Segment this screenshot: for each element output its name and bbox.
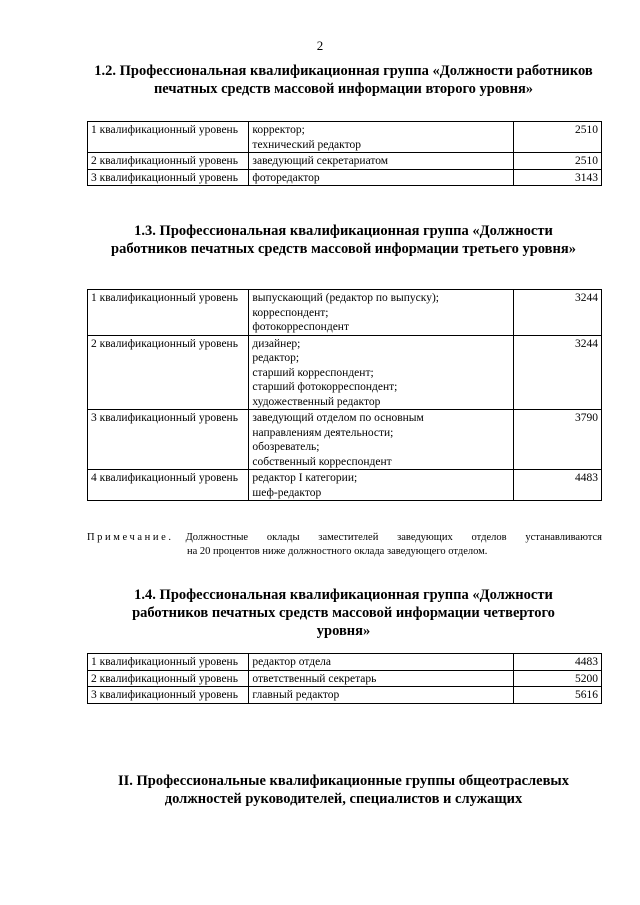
positions-cell xyxy=(249,290,513,336)
salary-note xyxy=(87,531,602,559)
salary-cell: 5616 xyxy=(513,687,601,704)
positions-cell xyxy=(249,335,513,410)
positions-cell xyxy=(249,654,513,671)
position-item: фотокорреспондент xyxy=(252,321,349,333)
position-item: корректор; xyxy=(252,124,305,136)
section-1-2-title: 1.2. Профессиональная квалификационная группа «Должности работников печатных средств массовой информации второго уровня» xyxy=(94,63,593,97)
position-item: редактор; xyxy=(252,352,300,364)
salary-cell: 4483 xyxy=(513,470,601,501)
position-item: выпускающий (редактор по выпуску); xyxy=(252,292,439,304)
note-label: Примечание. xyxy=(87,532,174,543)
position-item: главный редактор xyxy=(252,689,340,701)
section-1-4-title: 1.4. Профессиональная квалификационная группа «Должности работников печатных средств массовой информации четвертого уровня» xyxy=(132,587,555,639)
position-item: редактор отдела xyxy=(252,656,332,668)
qualification-level-cell: 3 квалификационный уровень xyxy=(88,410,249,470)
qualification-level-cell: 2 квалификационный уровень xyxy=(88,670,249,687)
qualification-level-cell: 4 квалификационный уровень xyxy=(88,470,249,501)
qualification-level-cell: 3 квалификационный уровень xyxy=(88,169,249,186)
section-1-2-table xyxy=(87,121,602,186)
positions-cell xyxy=(249,169,513,186)
salary-cell: 3790 xyxy=(513,410,601,470)
positions-cell xyxy=(249,153,513,170)
position-item: технический редактор xyxy=(252,138,361,151)
section-1-3-table xyxy=(87,289,602,501)
qualification-level-cell: 2 квалификационный уровень xyxy=(88,335,249,410)
salary-cell: 2510 xyxy=(513,122,601,153)
position-item: заведующий секретариатом xyxy=(252,155,389,167)
qualification-level-cell: 2 квалификационный уровень xyxy=(88,153,249,170)
table-row xyxy=(88,470,602,501)
positions-cell xyxy=(249,670,513,687)
position-item: старший фотокорреспондент; xyxy=(252,381,398,393)
position-item: ответственный секретарь xyxy=(252,672,377,685)
section-2-title: II. Профессиональные квалификационные группы общеотраслевых должностей руководителей, специалистов и служащих xyxy=(117,773,569,807)
page-number: 2 xyxy=(316,38,324,53)
position-item: направлениям деятельности; xyxy=(252,426,394,439)
salary-cell: 3143 xyxy=(513,169,601,186)
table-row xyxy=(88,670,602,687)
position-item: редактор I категории; xyxy=(252,472,358,484)
positions-cell xyxy=(249,687,513,704)
salary-cell: 2510 xyxy=(513,153,601,170)
note-text-line2: на 20 процентов ниже должностного оклада заведующего отделом. xyxy=(187,546,488,557)
salary-cell: 3244 xyxy=(513,335,601,410)
table-row xyxy=(88,654,602,671)
qualification-level-cell: 3 квалификационный уровень xyxy=(88,687,249,704)
positions-cell xyxy=(249,122,513,153)
table-row xyxy=(88,153,602,170)
section-1-4-table xyxy=(87,653,602,704)
position-item: обозреватель; xyxy=(252,441,320,453)
salary-cell: 5200 xyxy=(513,670,601,687)
position-item: художественный редактор xyxy=(252,395,381,408)
position-item: собственный корреспондент xyxy=(252,455,392,468)
position-item: заведующий отделом по основным xyxy=(252,412,424,424)
table-row xyxy=(88,335,602,410)
table-row xyxy=(88,169,602,186)
table-row xyxy=(88,122,602,153)
table-row xyxy=(88,410,602,470)
qualification-level-cell: 1 квалификационный уровень xyxy=(88,290,249,336)
table-row xyxy=(88,290,602,336)
position-item: дизайнер; xyxy=(252,337,301,350)
section-1-3-title: 1.3. Профессиональная квалификационная группа «Должности работников печатных средств массовой информации третьего уровня» xyxy=(111,223,576,257)
position-item: старший корреспондент; xyxy=(252,366,374,379)
position-item: фоторедактор xyxy=(252,171,320,184)
note-text-line1: Должностные оклады заместителей заведующих отделов устанавливаются xyxy=(185,532,602,543)
table-row xyxy=(88,687,602,704)
qualification-level-cell: 1 квалификационный уровень xyxy=(88,654,249,671)
qualification-level-cell: 1 квалификационный уровень xyxy=(88,122,249,153)
position-item: корреспондент; xyxy=(252,306,329,319)
positions-cell xyxy=(249,410,513,470)
salary-cell: 3244 xyxy=(513,290,601,336)
positions-cell xyxy=(249,470,513,501)
salary-cell: 4483 xyxy=(513,654,601,671)
position-item: шеф-редактор xyxy=(252,486,322,499)
